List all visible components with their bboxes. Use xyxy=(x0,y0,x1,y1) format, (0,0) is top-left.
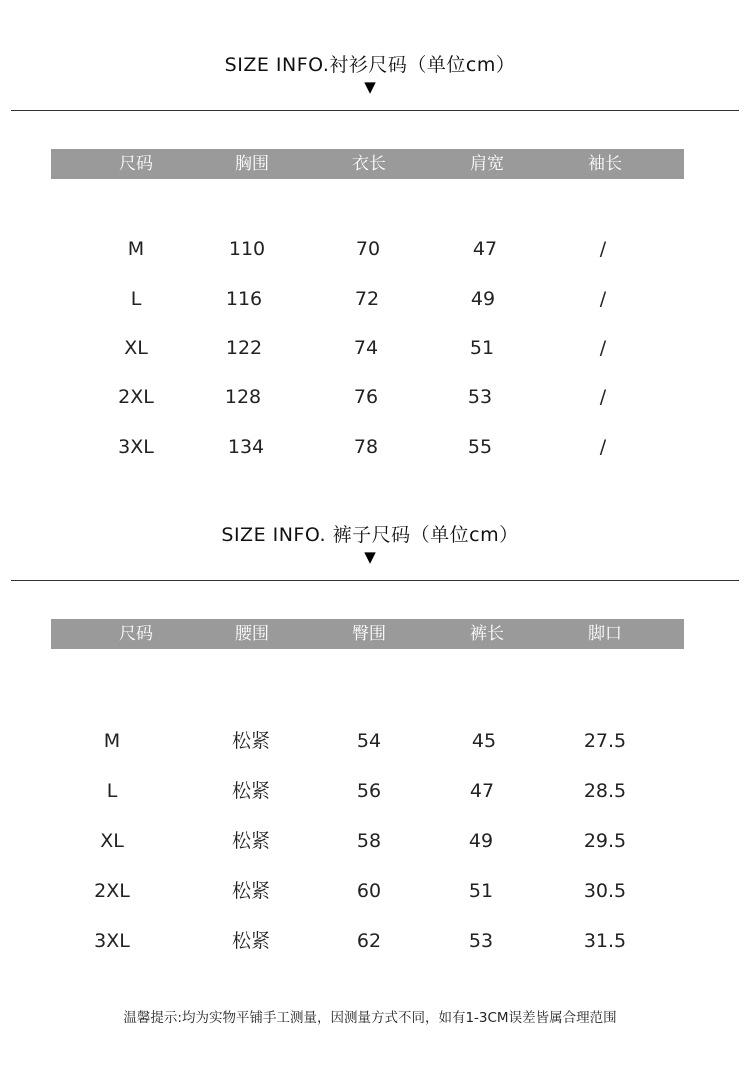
shirt-down-arrow-icon: ▼ xyxy=(364,78,376,96)
length-cell: 72 xyxy=(354,288,380,310)
chest-cell: 128 xyxy=(224,386,262,408)
shirt-header-sleeve: 袖长 xyxy=(588,154,622,174)
chest-cell: 134 xyxy=(227,436,265,458)
hem-cell: 31.5 xyxy=(583,930,627,952)
shirt-header-shoulder: 肩宽 xyxy=(470,154,504,174)
shoulder-cell: 53 xyxy=(467,386,493,408)
size-cell: XL xyxy=(100,830,124,852)
sleeve-cell: / xyxy=(599,386,607,408)
hem-cell: 30.5 xyxy=(583,880,627,902)
shoulder-cell: 55 xyxy=(467,436,493,458)
shirt-header-length: 衣长 xyxy=(352,154,386,174)
hip-cell: 62 xyxy=(356,930,382,952)
pants-header-hip: 臀围 xyxy=(352,624,386,644)
length-cell: 78 xyxy=(353,436,379,458)
sleeve-cell: / xyxy=(599,337,607,359)
size-cell: 3XL xyxy=(118,436,154,458)
hip-cell: 56 xyxy=(356,780,382,802)
waist-cell: 松紧 xyxy=(231,930,270,952)
hip-cell: 58 xyxy=(356,830,382,852)
sleeve-cell: / xyxy=(599,288,607,310)
waist-cell: 松紧 xyxy=(231,730,270,752)
chest-cell: 110 xyxy=(228,238,266,260)
length-cell: 70 xyxy=(355,238,381,260)
table-row xyxy=(0,284,750,314)
table-row xyxy=(0,926,750,956)
table-row xyxy=(0,432,750,462)
shirt-table-header xyxy=(51,149,684,179)
table-row xyxy=(0,826,750,856)
size-cell: L xyxy=(106,780,118,802)
size-cell: 2XL xyxy=(94,880,130,902)
pants-header-length: 裤长 xyxy=(470,624,504,644)
length-cell: 51 xyxy=(468,880,494,902)
length-cell: 47 xyxy=(469,780,495,802)
table-row xyxy=(0,234,750,264)
waist-cell: 松紧 xyxy=(231,830,270,852)
chest-cell: 116 xyxy=(225,288,263,310)
hem-cell: 28.5 xyxy=(583,780,627,802)
table-row xyxy=(0,776,750,806)
table-row xyxy=(0,333,750,363)
pants-header-size: 尺码 xyxy=(119,624,153,644)
shirt-size-title: SIZE INFO.衬衫尺码（单位cm） xyxy=(224,54,516,76)
length-cell: 76 xyxy=(353,386,379,408)
table-row xyxy=(0,726,750,756)
table-row xyxy=(0,382,750,412)
size-cell: XL xyxy=(124,337,148,359)
hem-cell: 29.5 xyxy=(583,830,627,852)
hip-cell: 54 xyxy=(356,730,382,752)
hip-cell: 60 xyxy=(356,880,382,902)
shirt-header-chest: 胸围 xyxy=(235,154,269,174)
shoulder-cell: 47 xyxy=(472,238,498,260)
size-cell: L xyxy=(130,288,142,310)
shirt-header-size: 尺码 xyxy=(119,154,153,174)
measurement-tip: 温馨提示:均为实物平铺手工测量，因测量方式不同，如有1-3CM误差皆属合理范围 xyxy=(123,1010,617,1026)
length-cell: 53 xyxy=(468,930,494,952)
length-cell: 45 xyxy=(471,730,497,752)
pants-divider xyxy=(11,580,739,581)
table-row xyxy=(0,876,750,906)
chest-cell: 122 xyxy=(225,337,263,359)
pants-down-arrow-icon: ▼ xyxy=(364,548,376,566)
pants-header-hem: 脚口 xyxy=(588,624,622,644)
waist-cell: 松紧 xyxy=(231,780,270,802)
pants-table-header xyxy=(51,619,684,649)
size-cell: M xyxy=(103,730,121,752)
size-cell: 2XL xyxy=(118,386,154,408)
length-cell: 74 xyxy=(353,337,379,359)
sleeve-cell: / xyxy=(599,238,607,260)
shirt-divider xyxy=(11,110,739,111)
size-cell: 3XL xyxy=(94,930,130,952)
pants-header-waist: 腰围 xyxy=(235,624,269,644)
length-cell: 49 xyxy=(468,830,494,852)
sleeve-cell: / xyxy=(599,436,607,458)
waist-cell: 松紧 xyxy=(231,880,270,902)
shoulder-cell: 51 xyxy=(469,337,495,359)
pants-size-title: SIZE INFO. 裤子尺码（单位cm） xyxy=(221,524,519,546)
hem-cell: 27.5 xyxy=(583,730,627,752)
size-cell: M xyxy=(127,238,145,260)
shoulder-cell: 49 xyxy=(470,288,496,310)
